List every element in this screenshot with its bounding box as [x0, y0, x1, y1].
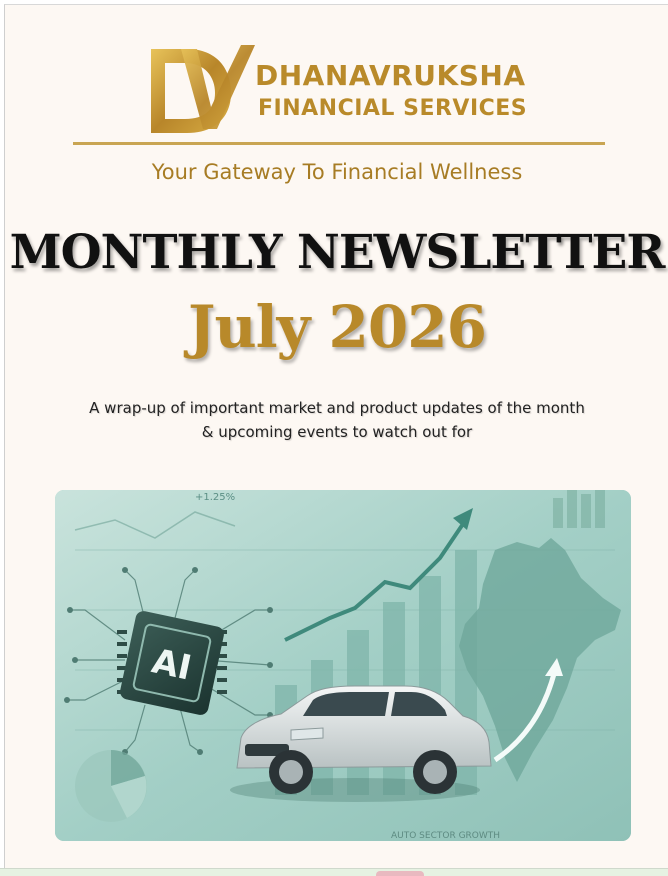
brand-subtitle: FINANCIAL SERVICES: [258, 96, 528, 121]
tagline: Your Gateway To Financial Wellness: [151, 160, 523, 184]
ai-chip-label: AI: [148, 641, 195, 689]
ticker-label: +1.25%: [195, 492, 236, 503]
newsletter-month: July 2026: [188, 293, 486, 361]
newsletter-page: [4, 4, 668, 869]
intro-text: [55, 396, 619, 444]
dv-logo-icon: [147, 41, 257, 137]
pie-chart-icon: [75, 750, 147, 822]
hero-illustration: [55, 490, 631, 841]
hero-image: [55, 490, 631, 841]
newsletter-title: MONTHLY NEWSLETTER: [9, 225, 665, 280]
intro-line-2: & upcoming events to watch out for: [201, 423, 473, 441]
divider: [73, 142, 605, 145]
intro-line-1: A wrap-up of important market and product updates of the month: [89, 399, 585, 417]
hero-caption: AUTO SECTOR GROWTH: [391, 831, 501, 841]
bottom-tab: [376, 871, 424, 876]
brand-name: DHANAVRUKSHA: [255, 59, 526, 92]
